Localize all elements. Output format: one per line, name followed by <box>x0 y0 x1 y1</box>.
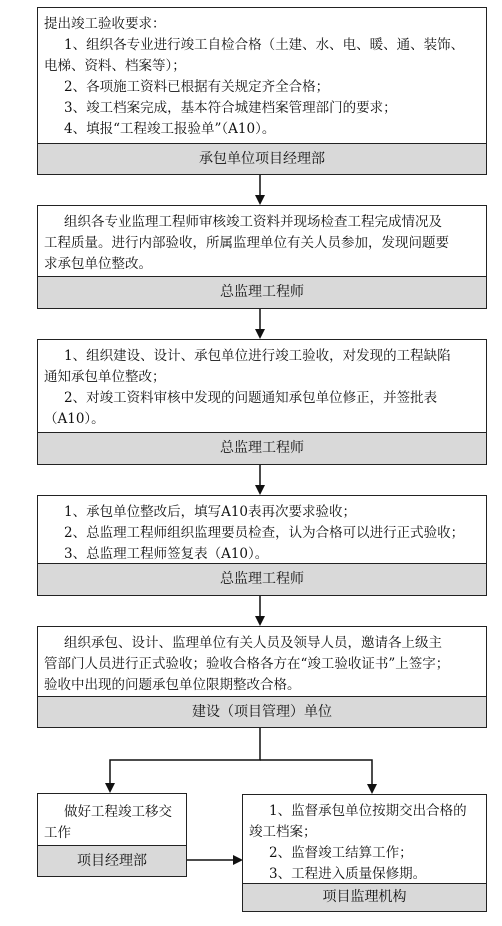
step-4-line: 2、总监理工程师组织监理要员检查，认为合格可以进行正式验收； <box>64 525 465 541</box>
step-3-footer: 总监理工程师 <box>38 432 486 464</box>
step-4-footer: 总监理工程师 <box>38 563 486 595</box>
step-4-box <box>37 495 487 596</box>
supervision-line: 2、监督竣工结算工作； <box>269 845 413 861</box>
handover-line: 工作 <box>44 825 71 841</box>
step-4-line: 3、总监理工程师签复表（A10）。 <box>64 546 269 562</box>
supervision-line: 竣工档案； <box>249 824 317 840</box>
branch-connector-right <box>260 760 372 792</box>
step-1-box <box>37 7 487 175</box>
step-2-line: 工程质量。进行内部验收，所属监理单位有关人员参加，发现问题要 <box>44 235 449 251</box>
step-1-line: 2、各项施工资料已根据有关规定齐全合格； <box>64 79 330 95</box>
handover-box <box>37 793 187 877</box>
step-2-line: 求承包单位整改。 <box>44 256 152 272</box>
step-2-footer: 总监理工程师 <box>38 276 486 308</box>
step-1-line: 电梯、资料、档案等）； <box>44 58 186 74</box>
supervision-line: 1、监督承包单位按期交出合格的 <box>269 803 467 819</box>
step-1-line: 提出竣工验收要求： <box>44 16 166 32</box>
step-1-line: 4、填报“工程竣工报验单”（A10）。 <box>64 121 276 137</box>
handover-line: 做好工程竣工移交 <box>64 804 172 820</box>
step-5-line: 管部门人员进行正式验收；验收合格各方在“竣工验收证书”上签字； <box>44 656 450 672</box>
step-5-line: 验收中出现的问题承包单位限期整改合格。 <box>44 677 301 693</box>
step-5-line: 组织承包、设计、监理单位有关人员及领导人员，邀请各上级主 <box>64 635 442 651</box>
step-3-box <box>37 339 487 465</box>
branch-connector <box>110 727 260 791</box>
step-2-line: 组织各专业监理工程师审核竣工资料并现场检查工程完成情况及 <box>64 214 442 230</box>
step-3-line: （A10）。 <box>44 411 105 427</box>
supervision-footer: 项目监理机构 <box>243 883 486 911</box>
step-5-box <box>37 626 487 728</box>
step-1-line: 1、组织各专业进行竣工自检合格（土建、水、电、暖、通、装饰、 <box>64 37 465 53</box>
step-5-footer: 建设（项目管理）单位 <box>38 696 486 727</box>
step-4-line: 1、承包单位整改后，填写A10表再次要求验收； <box>64 504 357 520</box>
supervision-box <box>242 794 487 912</box>
step-3-line: 2、对竣工资料审核中发现的问题通知承包单位修正，并签批表 <box>64 390 438 406</box>
step-1-footer: 承包单位项目经理部 <box>38 143 486 174</box>
step-3-line: 通知承包单位整改； <box>44 369 166 385</box>
step-1-line: 3、竣工档案完成，基本符合城建档案管理部门的要求； <box>64 100 397 116</box>
step-3-line: 1、组织建设、设计、承包单位进行竣工验收，对发现的工程缺陷 <box>64 348 451 364</box>
step-2-box <box>37 205 487 309</box>
supervision-line: 3、工程进入质量保修期。 <box>269 866 427 882</box>
handover-footer: 项目经理部 <box>38 845 186 876</box>
